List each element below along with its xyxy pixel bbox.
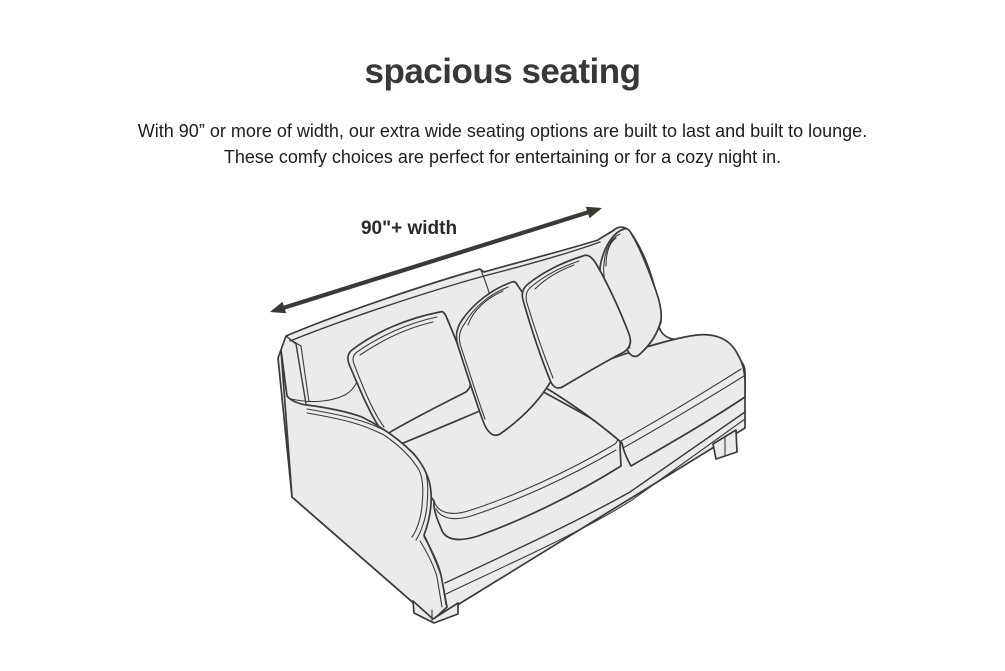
arrowhead-left: [270, 302, 286, 313]
description-line-1: With 90” or more of width, our extra wide seating options are built to last and built to lounge.: [137, 121, 868, 141]
description-line-2: These comfy choices are perfect for entertaining or for a cozy night in.: [223, 147, 782, 167]
page-title: spacious seating: [364, 52, 641, 91]
arrowhead-right: [586, 207, 602, 218]
dimension-label: 90"+ width: [360, 218, 458, 239]
